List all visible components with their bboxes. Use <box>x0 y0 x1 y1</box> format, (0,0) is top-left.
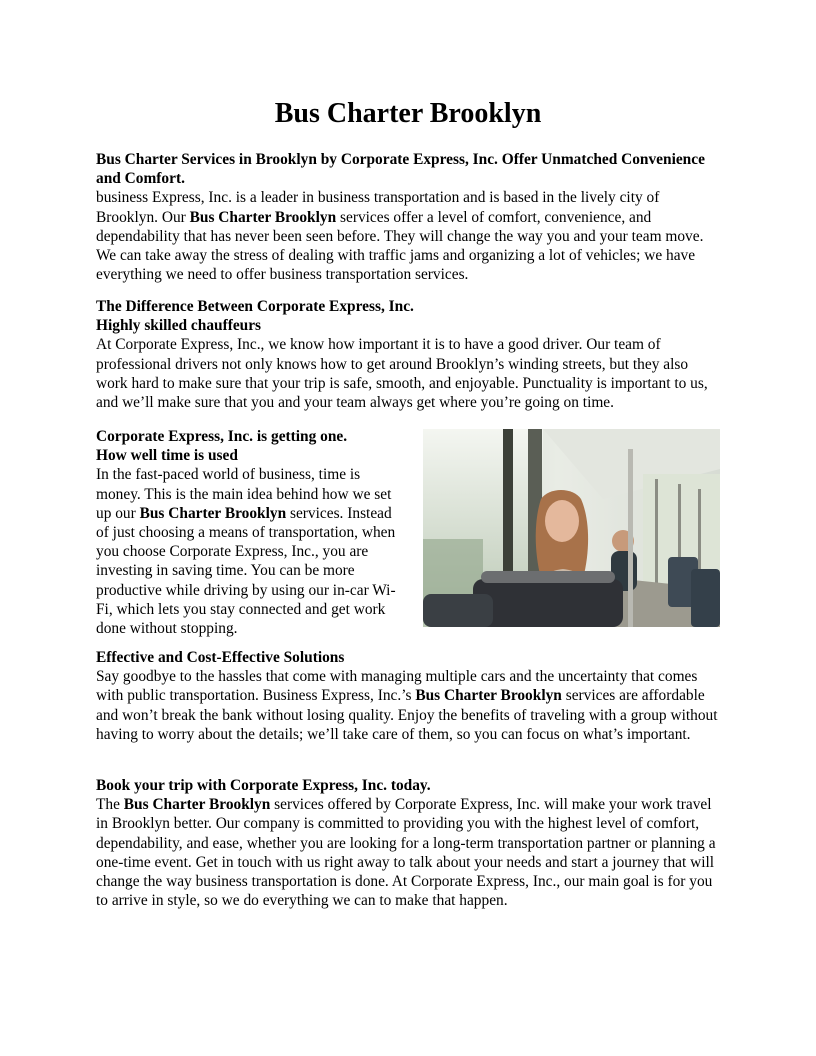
section-subheading: Highly skilled chauffeurs <box>96 317 262 335</box>
section-heading: Bus Charter Services in Brooklyn by Corporate Express, Inc. Offer Unmatched Convenience and Comfort. <box>96 151 705 188</box>
bold-term: Bus Charter Brooklyn <box>189 208 337 226</box>
paragraph-text: services are affordable and won’t break the bank without losing quality. Enjoy the benefits of traveling with a group without having to worry about the details; we’ll take care of them, so you can focus on what’s important. <box>96 687 718 743</box>
section-solutions <box>96 648 720 744</box>
paragraph-text: In the fast-paced world of business, time is money. This is the main idea behind how we set up our <box>96 466 392 522</box>
paragraph-text: services offer a level of comfort, convenience, and dependability that has never been seen before. They will change the way you and your team move. We can take away the stress of dealing with traffic jams and organizing a lot of vehicles; we have everything we need to offer business transportation services. <box>96 208 704 284</box>
section-heading: The Difference Between Corporate Express, Inc. <box>96 298 414 315</box>
section-subheading: How well time is used <box>96 447 238 465</box>
bus-interior-photo <box>423 429 720 627</box>
section-paragraph <box>96 188 720 284</box>
section-heading: Effective and Cost-Effective Solutions <box>96 649 345 666</box>
paragraph-text: The <box>96 796 124 814</box>
section-paragraph <box>96 667 720 744</box>
paragraph-text: services. Instead of just choosing a means of transportation, when you choose Corporate Express, Inc., you are investing in saving time. You can be more productive while driving by using our in-car Wi-Fi, which lets you stay connected and get work done without stopping. <box>96 504 396 638</box>
page-title: Bus Charter Brooklyn <box>274 98 542 129</box>
section-book <box>96 776 720 910</box>
section-time <box>96 427 408 638</box>
section-heading: Corporate Express, Inc. is getting one. <box>96 428 348 445</box>
bold-term: Bus Charter Brooklyn <box>123 796 271 814</box>
paragraph-text: Say goodbye to the hassles that come with managing multiple cars and the uncertainty that comes with public transportation. Business Express, Inc.’s <box>96 668 698 705</box>
bold-term: Bus Charter Brooklyn <box>139 504 287 522</box>
bold-term: Bus Charter Brooklyn <box>415 687 562 705</box>
section-paragraph <box>96 795 720 910</box>
section-paragraph <box>96 465 408 638</box>
paragraph-text: services offered by Corporate Express, Inc. will make your work travel in Brooklyn better. Our company is committed to providing you with the highest level of comfort, dependability, and ease, whether you are looking for a long-term transportation partner or planning a one-time event. Get in touch with us right away to talk about your needs and start a journey that will change the way business transportation is done. At Corporate Express, Inc., our main goal is for you to arrive in style, so we do everything we can to make that happen. <box>96 796 716 910</box>
section-chauffeurs <box>96 297 720 412</box>
section-heading: Book your trip with Corporate Express, Inc. today. <box>96 777 431 794</box>
section-intro <box>96 150 720 284</box>
paragraph-text: business Express, Inc. is a leader in business transportation and is based in the lively city of Brooklyn. Our <box>96 189 660 226</box>
section-paragraph: At Corporate Express, Inc., we know how important it is to have a good driver. Our team of professional drivers not only knows how to get around Brooklyn’s winding streets, but they also work hard to make sure that your trip is safe, smooth, and enjoyable. Punctuality is important to us, and we’ll make sure that you and your team always get where you’re going on time. <box>96 336 708 412</box>
